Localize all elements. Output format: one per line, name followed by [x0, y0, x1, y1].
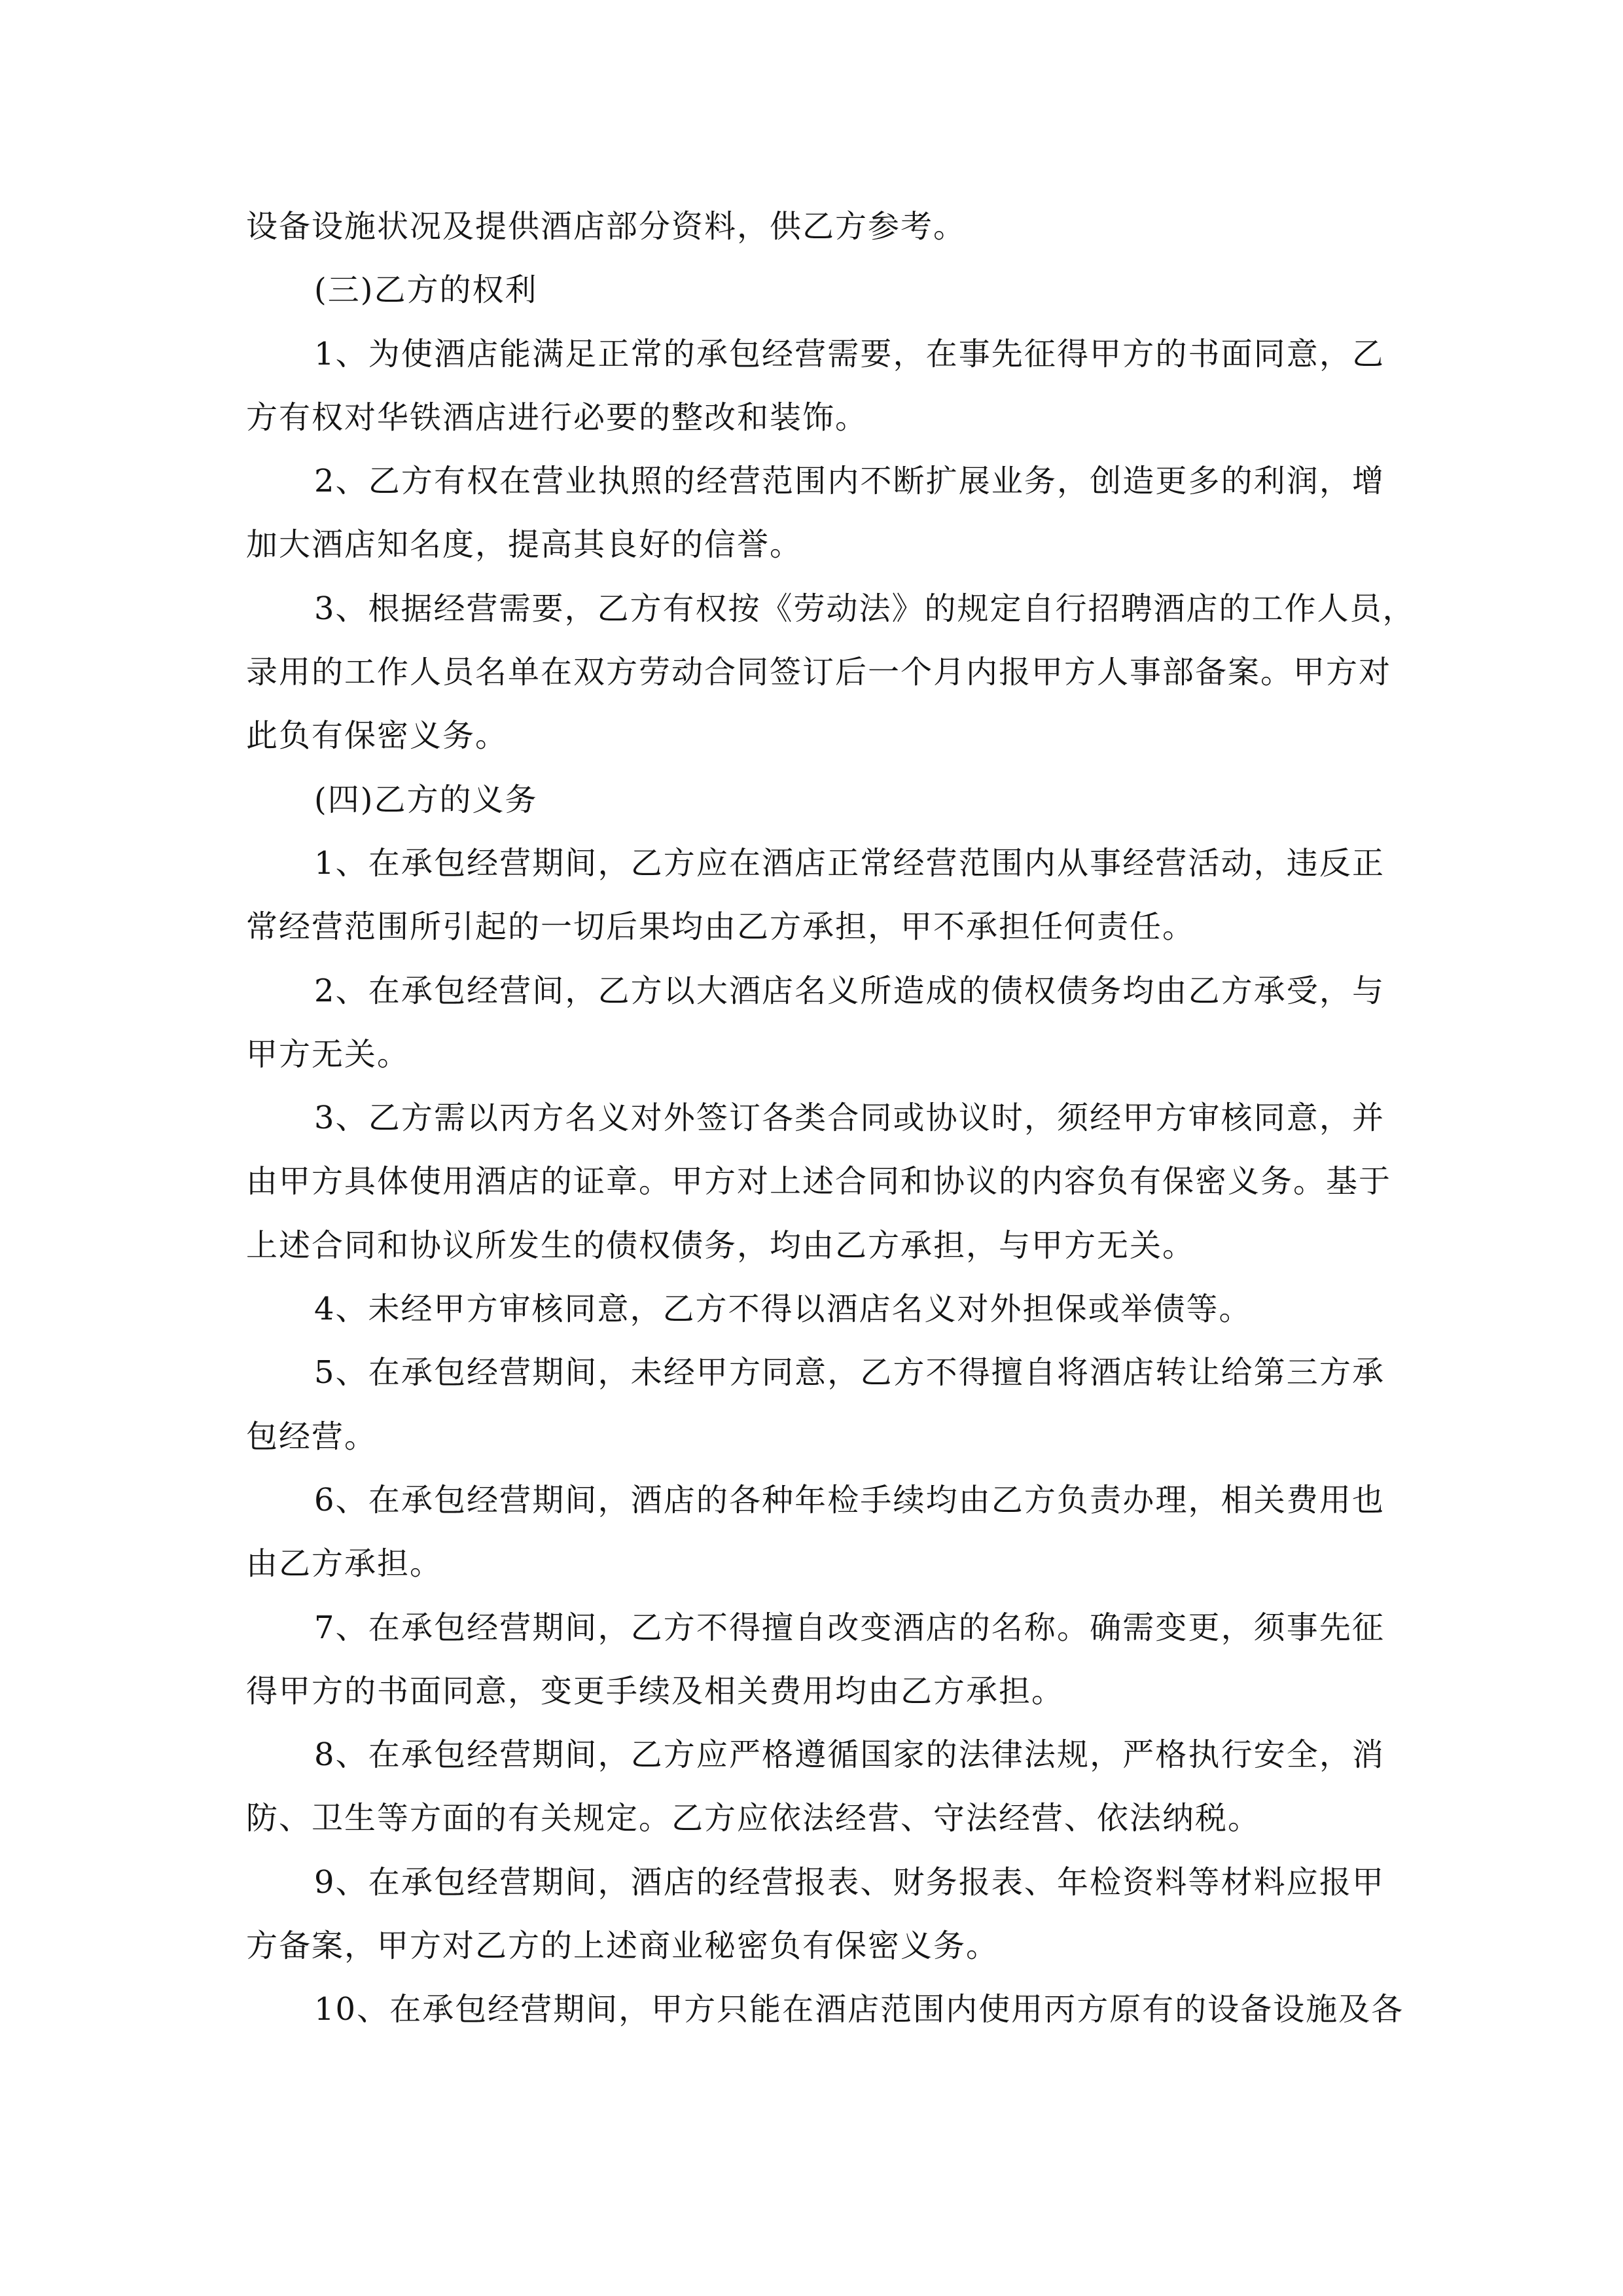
section-heading-3: (三)乙方的权利 [314, 272, 538, 309]
text-line: 包经营。 [246, 1418, 378, 1455]
section-heading-4: (四)乙方的义务 [314, 781, 538, 818]
text-line: 5、在承包经营期间，未经甲方同意，乙方不得擅自将酒店转让给第三方承 [314, 1354, 1385, 1391]
text-line: 3、根据经营需要，乙方有权按《劳动法》的规定自行招聘酒店的工作人员， [314, 590, 1416, 627]
text-line: 甲方无关。 [246, 1035, 410, 1073]
text-line: 4、未经甲方审核同意，乙方不得以酒店名义对外担保或举债等。 [314, 1291, 1252, 1328]
text-line: 由甲方具体使用酒店的证章。甲方对上述合同和协议的内容负有保密义务。基于 [246, 1163, 1392, 1200]
text-line: 加大酒店知名度，提高其良好的信誉。 [246, 526, 803, 564]
text-line: 2、乙方有权在营业执照的经营范围内不断扩展业务，创造更多的利润，增 [314, 463, 1385, 500]
text-line: 常经营范围所引起的一切后果均由乙方承担，甲不承担任何责任。 [246, 908, 1196, 946]
text-line: 方备案，甲方对乙方的上述商业秘密负有保密义务。 [246, 1928, 999, 1965]
text-line: 录用的工作人员名单在双方劳动合同签订后一个月内报甲方人事部备案。甲方对 [246, 654, 1392, 691]
text-line: 7、在承包经营期间，乙方不得擅自改变酒店的名称。确需变更，须事先征 [314, 1609, 1385, 1646]
text-line: 方有权对华铁酒店进行必要的整改和装饰。 [246, 399, 868, 436]
document-body [246, 195, 1416, 2042]
text-line: 3、乙方需以丙方名义对外签订各类合同或协议时，须经甲方审核同意，并 [314, 1100, 1385, 1137]
text-line: 10、在承包经营期间，甲方只能在酒店范围内使用丙方原有的设备设施及各 [314, 1991, 1404, 2028]
text-line: 设备设施状况及提供酒店部分资料，供乙方参考。 [246, 208, 967, 245]
text-line: 6、在承包经营期间，酒店的各种年检手续均由乙方负责办理，相关费用也 [314, 1481, 1385, 1518]
text-line: 1、为使酒店能满足正常的承包经营需要，在事先征得甲方的书面同意，乙 [314, 335, 1385, 372]
text-line: 1、在承包经营期间，乙方应在酒店正常经营范围内从事经营活动，违反正 [314, 844, 1385, 882]
text-line: 防、卫生等方面的有关规定。乙方应依法经营、守法经营、依法纳税。 [246, 1800, 1261, 1837]
text-line: 得甲方的书面同意，变更手续及相关费用均由乙方承担。 [246, 1672, 1065, 1710]
text-line: 9、在承包经营期间，酒店的经营报表、财务报表、年检资料等材料应报甲 [314, 1863, 1385, 1901]
text-line: 此负有保密义务。 [246, 717, 508, 755]
text-line: 8、在承包经营期间，乙方应严格遵循国家的法律法规，严格执行安全，消 [314, 1736, 1385, 1774]
text-line: 上述合同和协议所发生的债权债务，均由乙方承担，与甲方无关。 [246, 1227, 1196, 1264]
text-line: 2、在承包经营间，乙方以大酒店名义所造成的债权债务均由乙方承受，与 [314, 972, 1385, 1009]
text-line: 由乙方承担。 [246, 1545, 443, 1583]
